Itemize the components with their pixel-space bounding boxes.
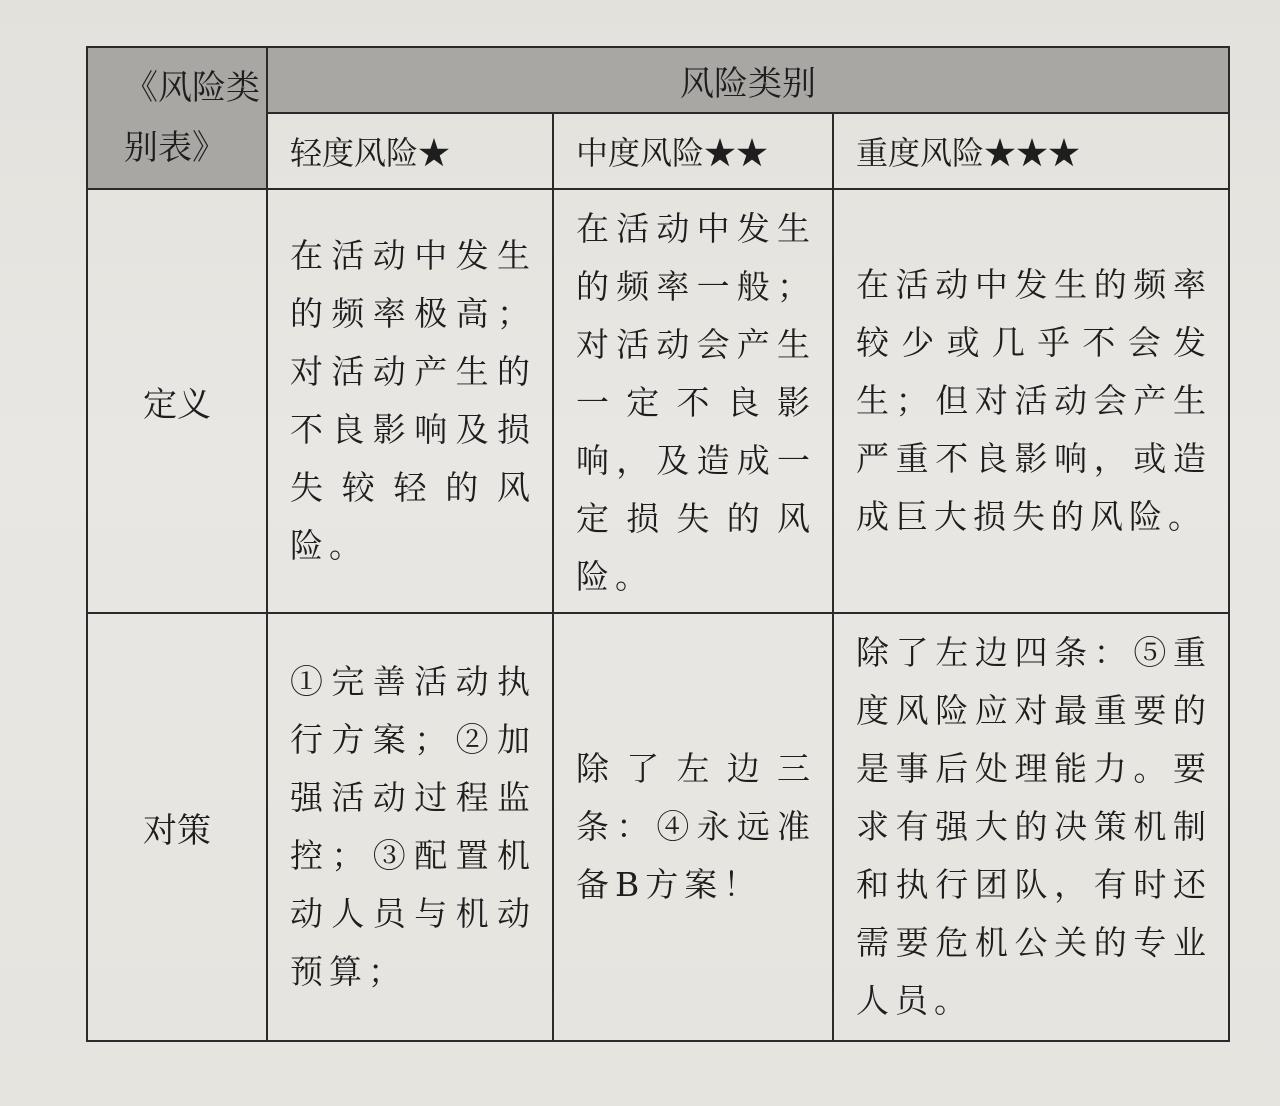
table-row-countermeasure <box>87 613 1229 1041</box>
column-severe-risk: 重度风险★★★ <box>833 113 1229 189</box>
row-label-countermeasure: 对策 <box>87 613 267 1041</box>
countermeasure-mild: ①完善活动执行方案；②加强活动过程监控；③配置机动人员与机动预算； <box>267 613 553 1041</box>
table-row-definition <box>87 189 1229 613</box>
column-mild-risk: 轻度风险★ <box>267 113 553 189</box>
bleed-through-text <box>0 0 1280 40</box>
risk-category-header: 风险类别 <box>267 47 1229 113</box>
definition-mild: 在活动中发生的频率极高；对活动产生的不良影响及损失较轻的风险。 <box>267 189 553 613</box>
risk-category-table <box>86 46 1230 1042</box>
definition-moderate: 在活动中发生的频率一般；对活动会产生一定不良影响，及造成一定损失的风险。 <box>553 189 833 613</box>
countermeasure-moderate: 除了左边三条：④永远准备B方案！ <box>553 613 833 1041</box>
column-moderate-risk: 中度风险★★ <box>553 113 833 189</box>
row-label-definition: 定义 <box>87 189 267 613</box>
countermeasure-severe: 除了左边四条：⑤重度风险应对最重要的是事后处理能力。要求有强大的决策机制和执行团队，有时还需要危机公关的专业人员。 <box>833 613 1229 1041</box>
table-corner-title: 《风险类别表》 <box>87 47 267 189</box>
definition-severe: 在活动中发生的频率较少或几乎不会发生；但对活动会产生严重不良影响，或造成巨大损失的风险。 <box>833 189 1229 613</box>
